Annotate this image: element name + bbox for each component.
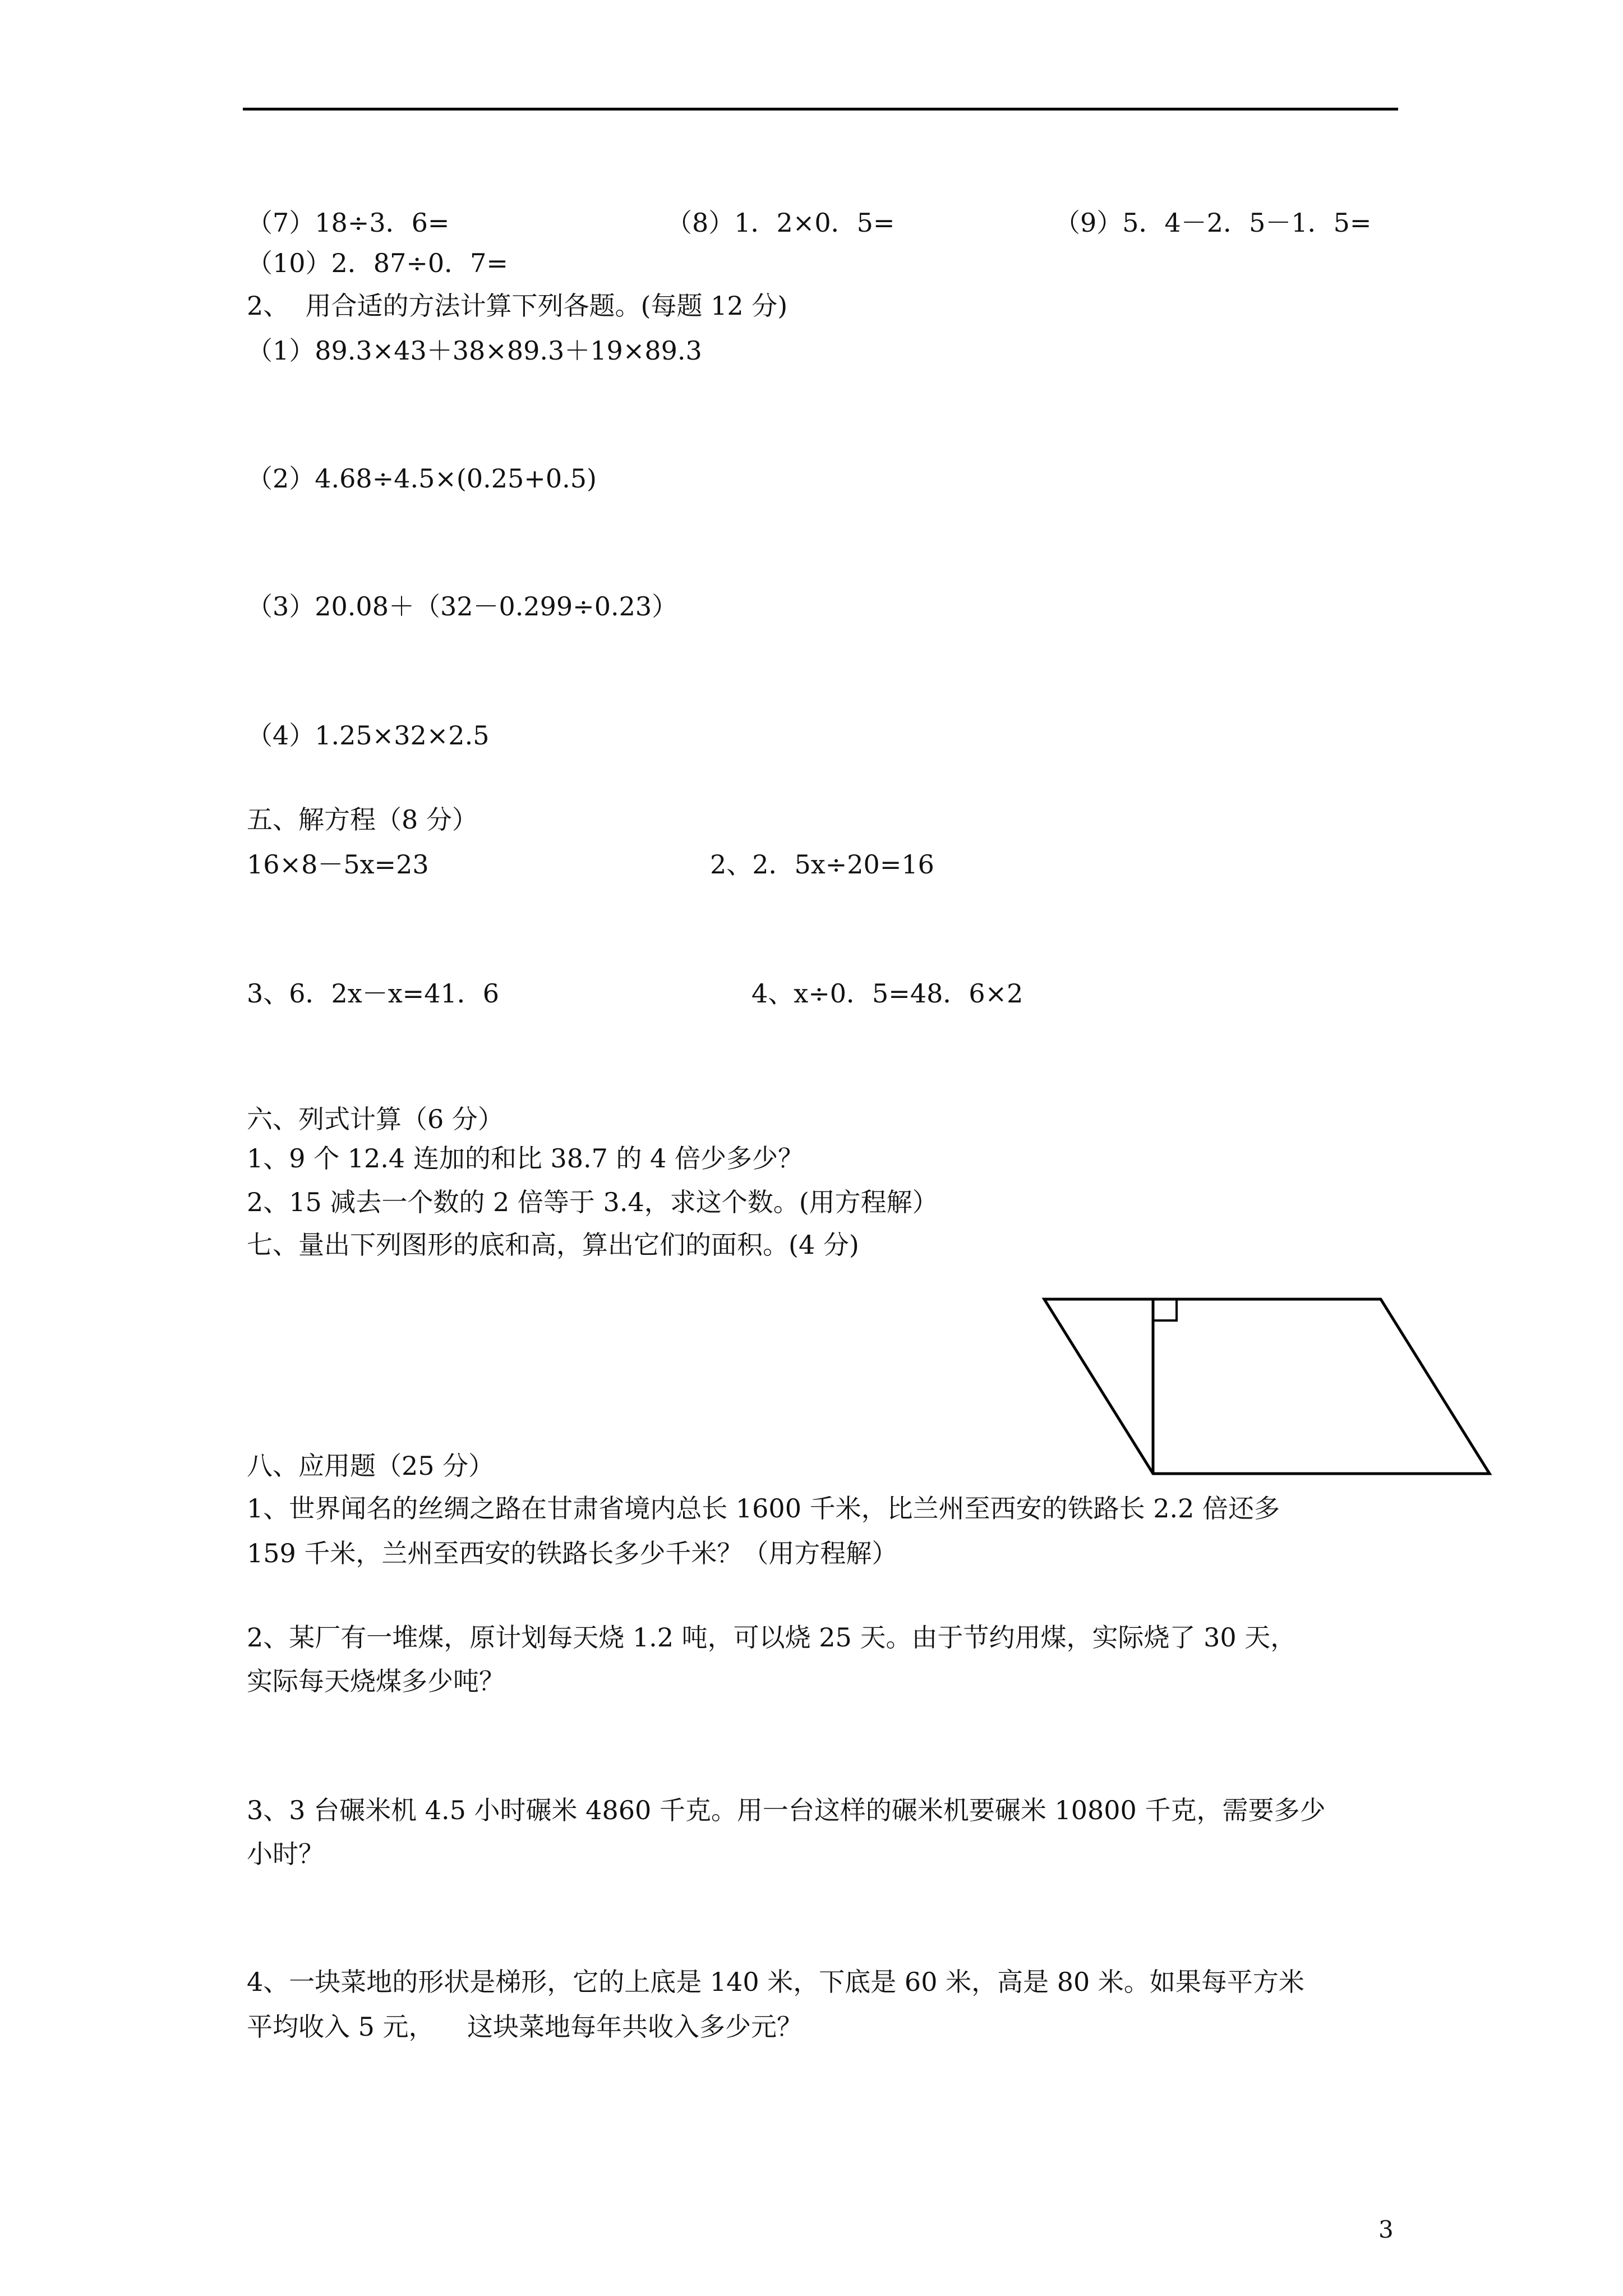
application-4-line-1: 4、一块菜地的形状是梯形，它的上底是 140 米，下底是 60 米，高是 80 米。如果每平方米 (247, 1967, 1304, 1997)
question-9: （9）5．4－2．5－1．5= (1054, 208, 1372, 238)
application-1-line-1: 1、世界闻名的丝绸之路在甘肃省境内总长 1600 千米，比兰州至西安的铁路长 2.2 倍还多 (247, 1493, 1280, 1524)
simplify-item-2: （2）4.68÷4.5×(0.25+0.5) (247, 463, 597, 494)
equation-2: 2、2．5x÷20=16 (710, 849, 934, 880)
header-rule (243, 108, 1398, 111)
expression-item-1: 1、9 个 12.4 连加的和比 38.7 的 4 倍少多少？ (247, 1143, 804, 1174)
application-4-line-2: 平均收入 5 元， 这块菜地每年共收入多少元？ (247, 2012, 803, 2042)
application-2-line-1: 2、某厂有一堆煤，原计划每天烧 1.2 吨，可以烧 25 天。由于节约用煤，实际烧了 30 天， (247, 1622, 1297, 1653)
equation-4: 4、x÷0．5=48．6×2 (751, 978, 1023, 1009)
question-8: （8）1．2×0．5= (666, 208, 895, 238)
question-10: （10）2．87÷0．7= (247, 248, 508, 278)
simplify-item-3: （3）20.08＋（32－0.299÷0.23） (247, 591, 678, 622)
expression-item-2: 2、15 减去一个数的 2 倍等于 3.4，求这个数。(用方程解） (247, 1187, 938, 1217)
measure-heading: 七、量出下列图形的底和高，算出它们的面积。(4 分) (247, 1230, 859, 1260)
application-3-line-2: 小时？ (247, 1839, 324, 1869)
parallelogram-figure (1038, 1290, 1497, 1481)
application-2-line-2: 实际每天烧煤多少吨？ (247, 1666, 505, 1696)
expression-heading: 六、列式计算（6 分） (247, 1104, 504, 1134)
simplify-heading: 2、 用合适的方法计算下列各题。(每题 12 分) (247, 291, 788, 321)
question-7: （7）18÷3．6= (247, 208, 450, 238)
simplify-item-4: （4）1.25×32×2.5 (247, 720, 490, 751)
equation-1: 16×8－5x=23 (247, 849, 429, 880)
application-1-line-2: 159 千米，兰州至西安的铁路长多少千米？（用方程解） (247, 1538, 898, 1568)
parallelogram-outline (1044, 1299, 1490, 1474)
right-angle-mark (1153, 1299, 1177, 1320)
application-3-line-1: 3、3 台碾米机 4.5 小时碾米 4860 千克。用一台这样的碾米机要碾米 10800 千克，需要多少 (247, 1795, 1326, 1825)
applications-heading: 八、应用题（25 分） (247, 1451, 495, 1481)
equation-3: 3、6．2x－x=41．6 (247, 978, 500, 1009)
page-number: 3 (1378, 2216, 1394, 2243)
simplify-item-1: （1）89.3×43＋38×89.3＋19×89.3 (247, 335, 702, 366)
equations-heading: 五、解方程（8 分） (247, 804, 478, 835)
